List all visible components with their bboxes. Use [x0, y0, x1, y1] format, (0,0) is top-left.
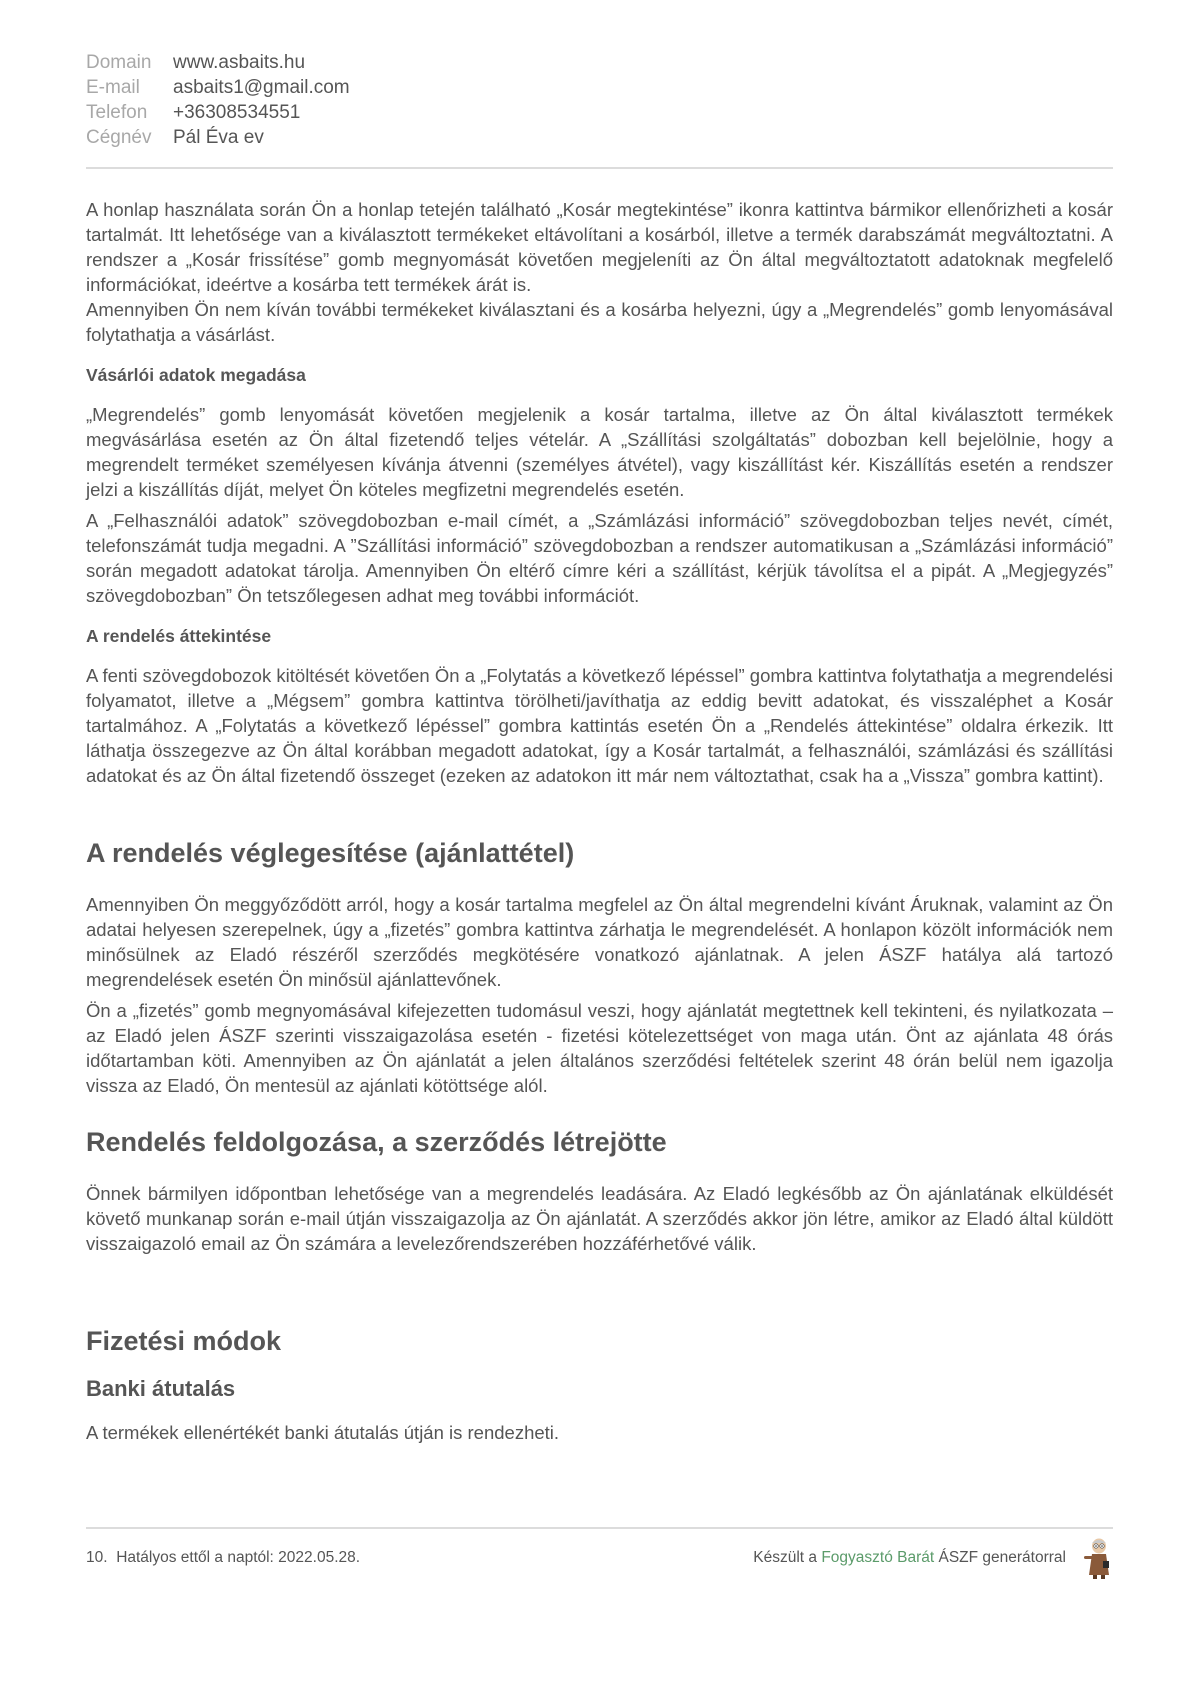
credit-prefix: Készült a	[753, 1549, 822, 1566]
info-value-phone: +36308534551	[173, 102, 301, 123]
buyer-data-paragraph-2: A „Felhasználói adatok” szövegdobozban e-mail címét, a „Számlázási információ” szövegdobozban teljes nevét, címét, telefonszámát tudja megadni. A ”Szállítási információ” szövegdobozban a rendszer automatikusan a „Számlázási információ” során megadott adatokat tárolja. Amennyiben Ön eltérő címre kéri a szállítást, kérjük távolítsa el a pipát. A „Megjegyzés” szövegdobozban” Ön tetszőlegesen adhat meg további információt.	[86, 510, 1113, 606]
info-row-company	[86, 125, 1113, 150]
overview-paragraph: A fenti szövegdobozok kitöltését követően Ön a „Folytatás a következő lépéssel” gombra kattintva folytathatja a megrendelési folyamatot, illetve a „Mégsem” gombra kattintva törölheti/javíthatja az eddig bevitt adatokat, és visszaléphet a Kosár tartalmához. A „Folytatás a következő lépéssel” gombra kattintás esetén Ön a „Rendelés áttekintése” oldalra érkezik. Itt láthatja összegezve az Ön által korábban megadott adatokat, így a Kosár tartalmát, a felhasználói, számlázási és szállítási adatokat és az Ön által fizetendő összeget (ezeken az adatokon itt már nem változtathat, csak ha a „Vissza” gombra kattint).	[86, 665, 1113, 786]
info-row-domain	[86, 50, 1113, 75]
payment-heading: Fizetési módok	[86, 1326, 282, 1356]
info-value-domain: www.asbaits.hu	[173, 52, 306, 73]
buyer-data-paragraph-1: „Megrendelés” gomb lenyomását követően megjelenik a kosár tartalma, illetve az Ön által kiválasztott termékek megvásárlása esetén az Ön által fizetendő teljes vételár. A „Szállítási szolgáltatás” dobozban kell bejelölnie, hogy a megrendelt terméket személyesen kívánja átvenni (személyes átvétel), vagy kiszállítást kér. Kiszállítás esetén a rendszer jelzi a kiszállítás díját, melyet Ön köteles megfizetni megrendelés esetén.	[86, 404, 1113, 500]
info-label: E-mail	[86, 77, 140, 98]
info-value-email: asbaits1@gmail.com	[173, 77, 350, 98]
info-label: Domain	[86, 52, 152, 73]
credit-suffix: ÁSZF generátorral	[934, 1549, 1066, 1566]
bank-transfer-heading: Banki átutalás	[86, 1376, 236, 1401]
finalize-paragraph-1: Amennyiben Ön meggyőződött arról, hogy a kosár tartalma megfelel az Ön által megrendelni kívánt Áruknak, valamint az Ön adatai helyesen szerepelnek, úgy a „fizetés” gombra kattintva zárhatja le megrendelését. A honlapon közölt információk nem minősülnek az Eladó részéről szerződés megkötésére vonatkozó ajánlatnak. A jelen ÁSZF hatálya alá tartozó megrendelések esetén Ön minősül ajánlattevőnek.	[86, 894, 1113, 990]
document-page	[86, 50, 1113, 1445]
info-row-phone	[86, 100, 1113, 125]
finalize-paragraph-2: Ön a „fizetés” gomb megnyomásával kifejezetten tudomásul veszi, hogy ajánlatát megtettnek kell tekinteni, és nyilatkozata – az Eladó jelen ÁSZF szerinti visszaigazolása esetén - fizetési kötelezettséget von maga után. Önt az ajánlata 48 órás időtartamban köti. Amennyiben az Ön ajánlatát a jelen általános szerződési feltételek szerint 48 órán belül nem igazolja vissza az Eladó, Ön mentesül az ajánlati kötöttsége alól.	[86, 1000, 1113, 1096]
footer-credit	[753, 1549, 1066, 1567]
info-value-company: Pál Éva ev	[173, 127, 264, 148]
effective-date-text: Hatályos ettől a naptól: 2022.05.28.	[116, 1549, 361, 1566]
finalize-heading: A rendelés véglegesítése (ajánlattétel)	[86, 838, 575, 868]
bank-transfer-paragraph: A termékek ellenértékét banki átutalás útján is rendezheti.	[86, 1422, 560, 1443]
footer-effective-date	[86, 1549, 360, 1567]
overview-heading: A rendelés áttekintése	[86, 626, 272, 646]
header-divider	[86, 167, 1113, 169]
page-number: 10.	[86, 1549, 108, 1566]
info-label: Cégnév	[86, 127, 152, 148]
processing-paragraph: Önnek bármilyen időpontban lehetősége van a megrendelés leadására. Az Eladó legkésőbb az Ön ajánlatának elküldését követő munkanap során e-mail útján visszaigazolja az Ön ajánlatát. A szerződés akkor jön létre, amikor az Eladó által küldött visszaigazoló email az Ön számára a levelezőrendszerében hozzáférhetővé válik.	[86, 1183, 1113, 1254]
intro-paragraph-1: A honlap használata során Ön a honlap tetején található „Kosár megtekintése” ikonra kattintva bármikor ellenőrizheti a kosár tartalmát. Itt lehetősége van a kiválasztott termékeket eltávolítani a kosárból, illetve a termék darabszámát megváltoztatni. A rendszer a „Kosár frissítése” gomb megnyomását követően megjeleníti az Ön által megváltoztatott adatoknak megfelelő információkat, ideértve a kosárba tett termékek árát is.	[86, 199, 1113, 295]
brand-link[interactable]: Fogyasztó Barát	[821, 1549, 935, 1566]
buyer-data-heading: Vásárlói adatok megadása	[86, 365, 306, 385]
intro-paragraph-2: Amennyiben Ön nem kíván további termékeket kiválasztani és a kosárba helyezni, úgy a „Megrendelés” gomb lenyomásával folytathatja a vásárlást.	[86, 299, 1113, 345]
processing-heading: Rendelés feldolgozása, a szerződés létrejötte	[86, 1127, 667, 1157]
company-info-table	[86, 50, 1113, 150]
info-row-email	[86, 75, 1113, 100]
monk-mascot-icon	[1082, 1537, 1116, 1581]
info-label: Telefon	[86, 102, 148, 123]
footer-divider	[86, 1527, 1113, 1529]
